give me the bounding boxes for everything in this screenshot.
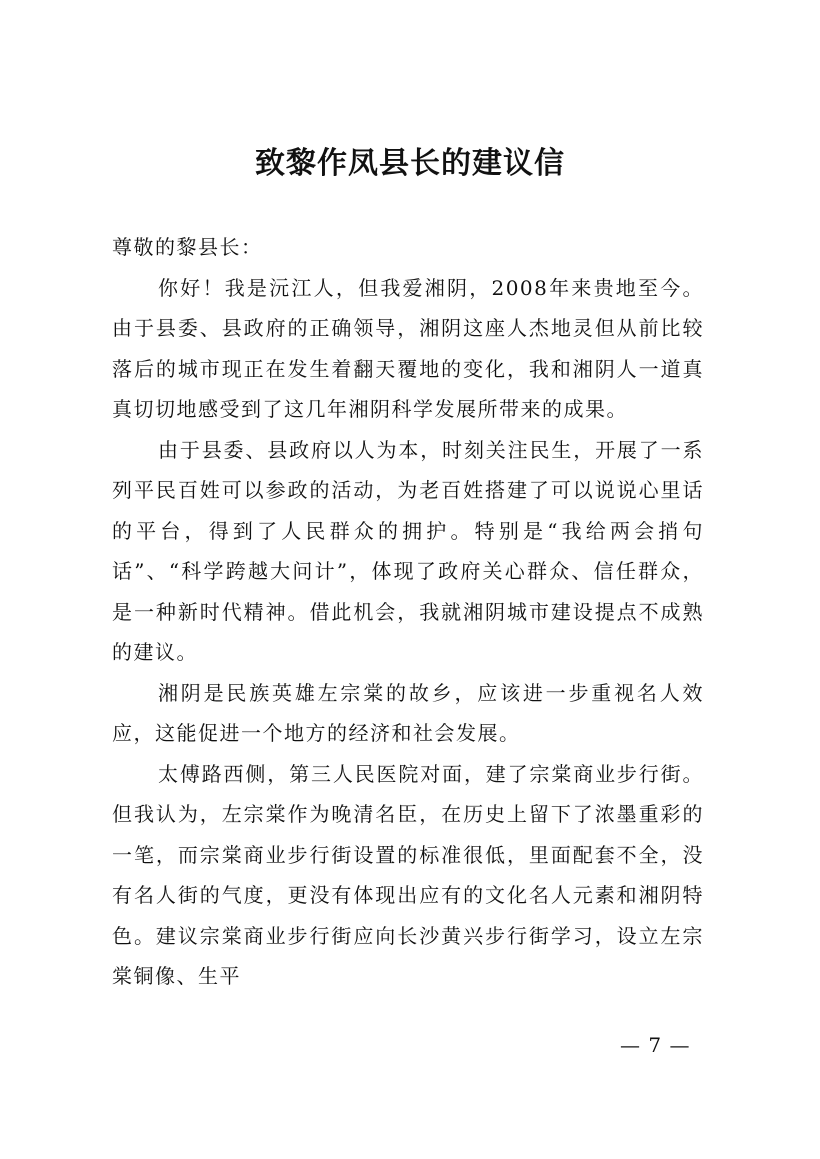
- paragraph-4: 太傅路西侧，第三人民医院对面，建了宗棠商业步行街。但我认为，左宗棠作为晚清名臣，在历史上留下了浓墨重彩的一笔，而宗棠商业步行街设置的标准很低，里面配套不全，没有名人街的气度，更没有体现出应有的文化名人元素和湘阴特色。建议宗棠商业步行街应向长沙黄兴步行街学习，设立左宗棠铜像、生平: [112, 761, 704, 988]
- paragraph-1: 你好！我是沅江人，但我爱湘阴，2008年来贵地至今。由于县委、县政府的正确领导，湘阴这座人杰地灵但从前比较落后的城市现正在发生着翻天覆地的变化，我和湘阴人一道真真切切地感受到了这几年湘阴科学发展所带来的成果。: [112, 275, 704, 421]
- salutation: 尊敬的黎县长：: [112, 235, 263, 259]
- page-title: 致黎作凤县长的建议信: [255, 146, 565, 181]
- paragraph-3: 湘阴是民族英雄左宗棠的故乡，应该进一步重视名人效应，这能促进一个地方的经济和社会发展。: [112, 680, 704, 745]
- page-number: — 7 —: [620, 1033, 691, 1057]
- paragraph-2: 由于县委、县政府以人为本，时刻关注民生，开展了一系列平民百姓可以参政的活动，为老百姓搭建了可以说说心里话的平台，得到了人民群众的拥护。特别是“我给两会捎句话”、“科学跨越大问计”，体现了政府关心群众、信任群众，是一种新时代精神。借此机会，我就湘阴城市建设提点不成熟的建议。: [112, 437, 704, 664]
- letter-body: [112, 227, 704, 997]
